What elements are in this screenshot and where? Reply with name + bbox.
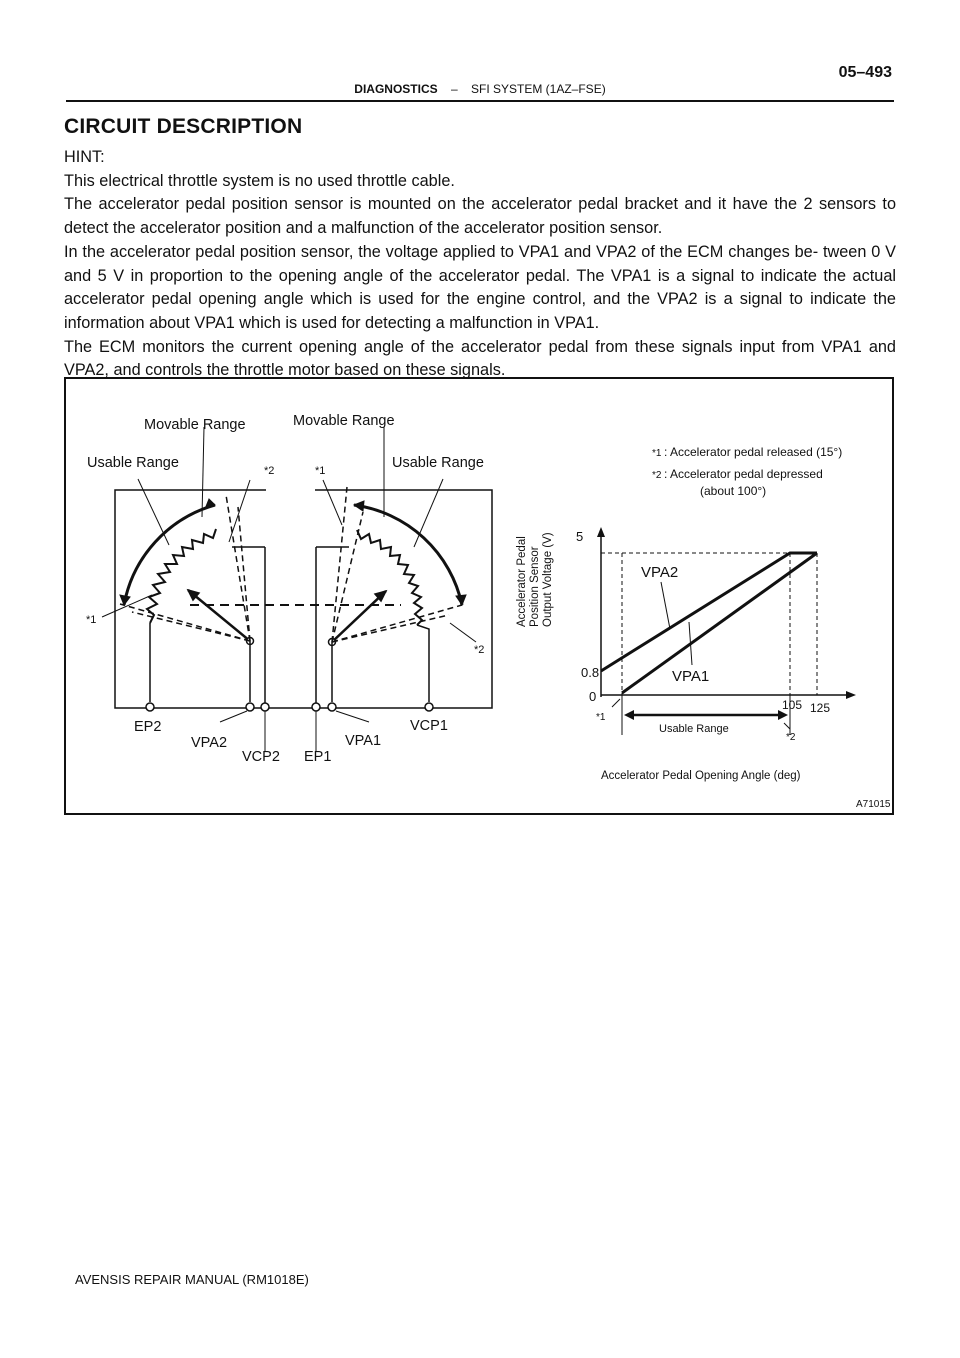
right-movable-arc: [354, 505, 462, 605]
section-title: CIRCUIT DESCRIPTION: [64, 115, 303, 138]
wire-vcp1: [417, 625, 429, 702]
label-mark2-left: *2: [264, 465, 275, 477]
right-arc-arrowhead-top: [354, 501, 364, 511]
label-mark1-left: *1: [86, 614, 97, 626]
y-axis-label-line2: Position Sensor: [529, 546, 541, 627]
x-tick-105: 105: [782, 698, 803, 712]
figure-svg: [64, 377, 894, 815]
label-terminal-ep2: EP2: [134, 719, 162, 735]
leader-vpa2-series: [661, 582, 670, 629]
leader-vpa1: [336, 711, 369, 722]
housing-notch: [266, 487, 315, 547]
y-axis-label-line3: Output Voltage (V): [542, 532, 554, 627]
paragraph-2: The accelerator pedal position sensor is mounted on the accelerator pedal bracket and it have the 2 sensors to detect the accelerator position and a malfunction of the accelerator position sensor.: [64, 195, 896, 238]
legend-mark2-text: : Accelerator pedal depressed: [664, 467, 823, 481]
leader-graph-mark2: [784, 723, 790, 729]
paragraph-3: In the accelerator pedal position sensor, the voltage applied to VPA1 and VPA2 of the ECM changes be- tween 0 V and 5 V in proportion to the opening angle of the accelerator pedal. The VPA1 is a signal to indicate the actual accelerator pedal opening angle which is used for the engine control, and the VPA2 is a signal to indicate the information about VPA1 which is used for detecting a malfunction in VPA1.: [64, 242, 896, 332]
body-text: [64, 146, 896, 383]
leader-mark1-right: [323, 480, 342, 525]
graph-tick-labels: [576, 529, 830, 715]
label-usable-range-left: Usable Range: [87, 455, 179, 471]
right-limit-1: [332, 487, 347, 642]
y-axis-label: [516, 532, 554, 627]
schematic-labels: [86, 413, 484, 765]
label-mark2-right: *2: [474, 644, 485, 656]
paragraph-1: This electrical throttle system is no used throttle cable.: [64, 171, 455, 190]
header-section-name: DIAGNOSTICS: [354, 82, 438, 96]
label-terminal-ep1: EP1: [304, 749, 332, 765]
header-rule: [66, 100, 894, 102]
label-mark1-right: *1: [315, 465, 326, 477]
leader-graph-mark1: [612, 699, 620, 707]
right-arc-arrowhead-bottom: [456, 595, 466, 605]
page-footer: AVENSIS REPAIR MANUAL (RM1018E): [75, 1272, 309, 1287]
terminal-vpa1: [328, 703, 336, 711]
output-voltage-graph: [516, 527, 856, 782]
series-vpa2-line: [601, 553, 817, 671]
leader-mark2-right: [450, 623, 476, 642]
graph-mark1: *1: [596, 712, 606, 723]
y-axis-arrowhead: [597, 527, 605, 537]
terminal-vcp2: [261, 703, 269, 711]
paragraph-hint: HINT:: [64, 148, 105, 166]
usable-range-arrowhead-left: [624, 710, 634, 720]
left-arc-arrowhead-bottom: [120, 595, 130, 605]
left-resistor: [147, 529, 216, 623]
left-arc-arrowhead-top: [205, 499, 215, 509]
legend-mark2-text2: (about 100°): [700, 484, 767, 498]
figure-id: A71015: [856, 799, 891, 810]
label-terminal-vcp1: VCP1: [410, 718, 448, 734]
sensor-schematic: [102, 427, 492, 752]
y-tick-0-8: 0.8: [581, 665, 600, 680]
y-tick-5: 5: [576, 529, 584, 544]
right-wiper: [332, 591, 386, 642]
label-terminal-vcp2: VCP2: [242, 749, 280, 765]
figure: [64, 377, 894, 815]
label-movable-range-right: Movable Range: [293, 413, 395, 429]
figure-frame: [65, 378, 893, 814]
y-axis-label-line1: Accelerator Pedal: [516, 536, 528, 627]
header-separator: –: [450, 82, 458, 96]
header-section: [66, 82, 894, 96]
y-tick-0: 0: [589, 689, 597, 704]
label-usable-range-right: Usable Range: [392, 455, 484, 471]
label-terminal-vpa2: VPA2: [191, 735, 228, 751]
legend-mark2: *2: [652, 470, 662, 481]
x-axis-arrowhead: [846, 691, 856, 699]
leader-usable-right: [414, 479, 443, 547]
left-limit-4: [238, 507, 250, 641]
terminal-vpa2: [246, 703, 254, 711]
x-tick-125: 125: [810, 701, 831, 715]
legend-mark1: *1: [652, 448, 662, 459]
graph-mark2: *2: [786, 732, 796, 743]
right-limit-4: [332, 615, 449, 642]
terminal-vcp1: [425, 703, 433, 711]
page-header: [66, 62, 894, 98]
terminal-ep2: [146, 703, 154, 711]
leader-vpa2: [220, 711, 247, 722]
leader-movable-left: [202, 427, 204, 517]
leader-usable-left: [138, 479, 169, 545]
right-limit-3: [332, 512, 363, 642]
legend-mark1-text: : Accelerator pedal released (15°): [664, 445, 843, 459]
header-subsection: SFI SYSTEM (1AZ–FSE): [471, 82, 606, 96]
page-number: 05–493: [838, 64, 892, 81]
x-axis-label: Accelerator Pedal Opening Angle (deg): [601, 770, 801, 782]
label-movable-range-left: Movable Range: [144, 417, 246, 433]
terminal-ep1: [312, 703, 320, 711]
series-label-vpa2: VPA2: [641, 564, 679, 581]
legend: [652, 445, 842, 498]
left-movable-arc: [124, 505, 215, 605]
paragraph-4: The ECM monitors the current opening angle of the accelerator pedal from these signals input from VPA1 and VPA2, and controls the throttle motor based on these signals.: [64, 337, 896, 380]
usable-range-label: Usable Range: [659, 723, 729, 735]
series-label-vpa1: VPA1: [672, 668, 710, 685]
label-terminal-vpa1: VPA1: [345, 733, 382, 749]
